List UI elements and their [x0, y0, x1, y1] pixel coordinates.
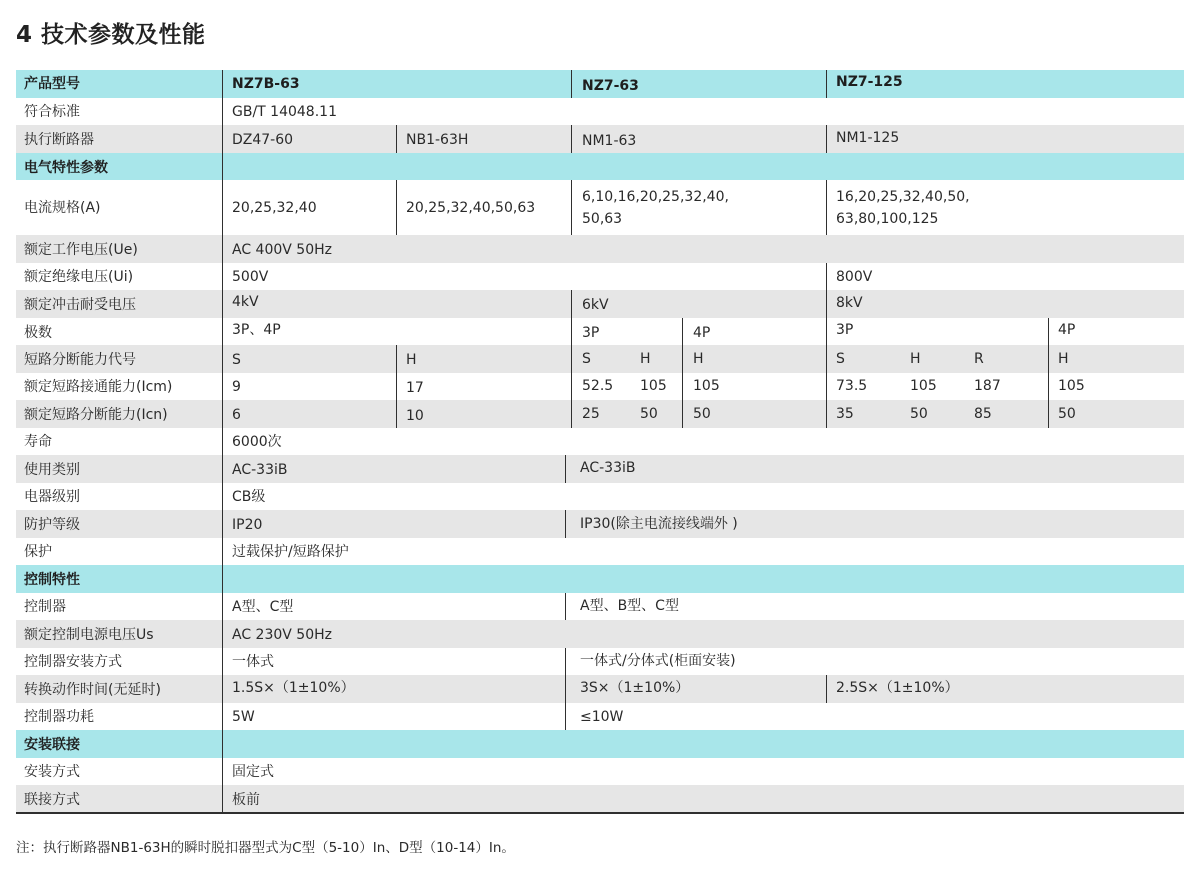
cell-value: 过载保护/短路保护 [232, 544, 349, 560]
row-label: 额定短路接通能力(Icm) [24, 379, 173, 395]
cell-value: 3P、4P [232, 322, 281, 338]
cell-value: 50 [693, 406, 711, 422]
cell-value: 6000次 [232, 434, 282, 450]
cell-value: 8kV [836, 295, 863, 311]
row-label: 控制器 [24, 599, 66, 615]
cell-value: S [836, 351, 845, 367]
section-control: 控制特性 [24, 572, 80, 588]
cell-value: AC-33iB [232, 462, 288, 478]
row-label: 符合标准 [24, 104, 80, 120]
cell-value: 板前 [232, 792, 260, 808]
cell-value: A型、C型 [232, 599, 294, 615]
row-label: 转换动作时间(无延时) [24, 682, 161, 698]
header-label: 产品型号 [24, 76, 80, 92]
cell-value: 固定式 [232, 764, 274, 780]
cell-value: 一体式 [232, 654, 274, 670]
cell-value: S [232, 352, 241, 368]
section-electrical: 电气特性参数 [24, 160, 108, 176]
model-nz7b-63: NZ7B-63 [232, 76, 300, 92]
cell-value: 6,10,16,20,25,32,40, [582, 189, 729, 205]
model-nz7-63: NZ7-63 [582, 78, 639, 94]
cell-value: 3P [836, 322, 854, 338]
row-label: 寿命 [24, 434, 52, 450]
cell-value: 500V [232, 269, 269, 285]
cell-value: H [640, 351, 651, 367]
row-label: 电器级别 [24, 489, 80, 505]
row-label: 联接方式 [24, 792, 80, 808]
cell-value: H [406, 352, 417, 368]
row-label: 额定控制电源电压Us [24, 627, 154, 643]
cell-value: 105 [640, 378, 667, 394]
row-label: 控制器安装方式 [24, 654, 122, 670]
cell-value: NM1-125 [836, 130, 900, 146]
cell-value: NB1-63H [406, 132, 469, 148]
cell-value: AC 400V 50Hz [232, 242, 332, 258]
cell-value: 35 [836, 406, 854, 422]
row-label: 安装方式 [24, 764, 80, 780]
cell-value: 3S×（1±10%） [580, 680, 690, 696]
cell-value: 50 [910, 406, 928, 422]
row-label: 短路分断能力代号 [24, 352, 136, 368]
cell-value: H [910, 351, 921, 367]
row-label: 电流规格(A) [24, 200, 101, 216]
cell-value: 73.5 [836, 378, 868, 394]
cell-value: 50 [640, 406, 658, 422]
cell-value: 5W [232, 709, 255, 725]
row-label: 防护等级 [24, 517, 80, 533]
cell-value: 4kV [232, 294, 259, 310]
row-label: 执行断路器 [24, 132, 94, 148]
cell-value: A型、B型、C型 [580, 598, 679, 614]
cell-value: 一体式/分体式(柜面安装) [580, 653, 736, 669]
cell-value: 3P [582, 325, 600, 341]
cell-value: IP30(除主电流接线端外 ) [580, 516, 738, 532]
section-install: 安装联接 [24, 737, 80, 753]
cell-value: NM1-63 [582, 133, 637, 149]
cell-value: GB/T 14048.11 [232, 104, 337, 120]
row-label: 额定工作电压(Ue) [24, 242, 138, 258]
row-label: 极数 [24, 325, 52, 341]
cell-value: 2.5S×（1±10%） [836, 680, 959, 696]
cell-value: 17 [406, 380, 424, 396]
model-nz7-125: NZ7-125 [836, 74, 903, 90]
cell-value: 9 [232, 379, 241, 395]
cell-value: 52.5 [582, 378, 614, 394]
cell-value: AC-33iB [580, 460, 636, 476]
cell-value: 800V [836, 269, 873, 285]
cell-value: 85 [974, 406, 992, 422]
cell-value: 105 [910, 378, 937, 394]
cell-value: 25 [582, 406, 600, 422]
cell-value: DZ47-60 [232, 132, 294, 148]
cell-value: AC 230V 50Hz [232, 627, 332, 643]
cell-value: 63,80,100,125 [836, 211, 939, 227]
row-label: 额定绝缘电压(Ui) [24, 269, 134, 285]
cell-value: ≤10W [580, 709, 624, 725]
cell-value: H [693, 351, 704, 367]
row-label: 额定短路分断能力(Icn) [24, 407, 168, 423]
cell-value: 6kV [582, 297, 609, 313]
cell-value: 50,63 [582, 211, 623, 227]
cell-value: 6 [232, 407, 241, 423]
cell-value: 20,25,32,40,50,63 [406, 200, 536, 216]
row-label: 额定冲击耐受电压 [24, 297, 136, 313]
page-title: 4 技术参数及性能 [16, 22, 206, 48]
row-label: 控制器功耗 [24, 709, 94, 725]
spec-table [16, 70, 1184, 816]
cell-value: 50 [1058, 406, 1076, 422]
cell-value: CB级 [232, 489, 266, 505]
cell-value: 16,20,25,32,40,50, [836, 189, 970, 205]
footnote: 注：执行断路器NB1-63H的瞬时脱扣器型式为C型（5-10）In、D型（10-14）In。 [16, 840, 515, 856]
cell-value: 20,25,32,40 [232, 200, 317, 216]
cell-value: 105 [693, 378, 720, 394]
cell-value: R [974, 351, 984, 367]
row-label: 保护 [24, 544, 52, 560]
cell-value: 10 [406, 408, 424, 424]
cell-value: 105 [1058, 378, 1085, 394]
cell-value: H [1058, 351, 1069, 367]
row-label: 使用类别 [24, 462, 80, 478]
cell-value: 1.5S×（1±10%） [232, 680, 355, 696]
cell-value: S [582, 351, 591, 367]
cell-value: 4P [1058, 322, 1076, 338]
cell-value: 4P [693, 325, 711, 341]
cell-value: 187 [974, 378, 1001, 394]
cell-value: IP20 [232, 517, 263, 533]
